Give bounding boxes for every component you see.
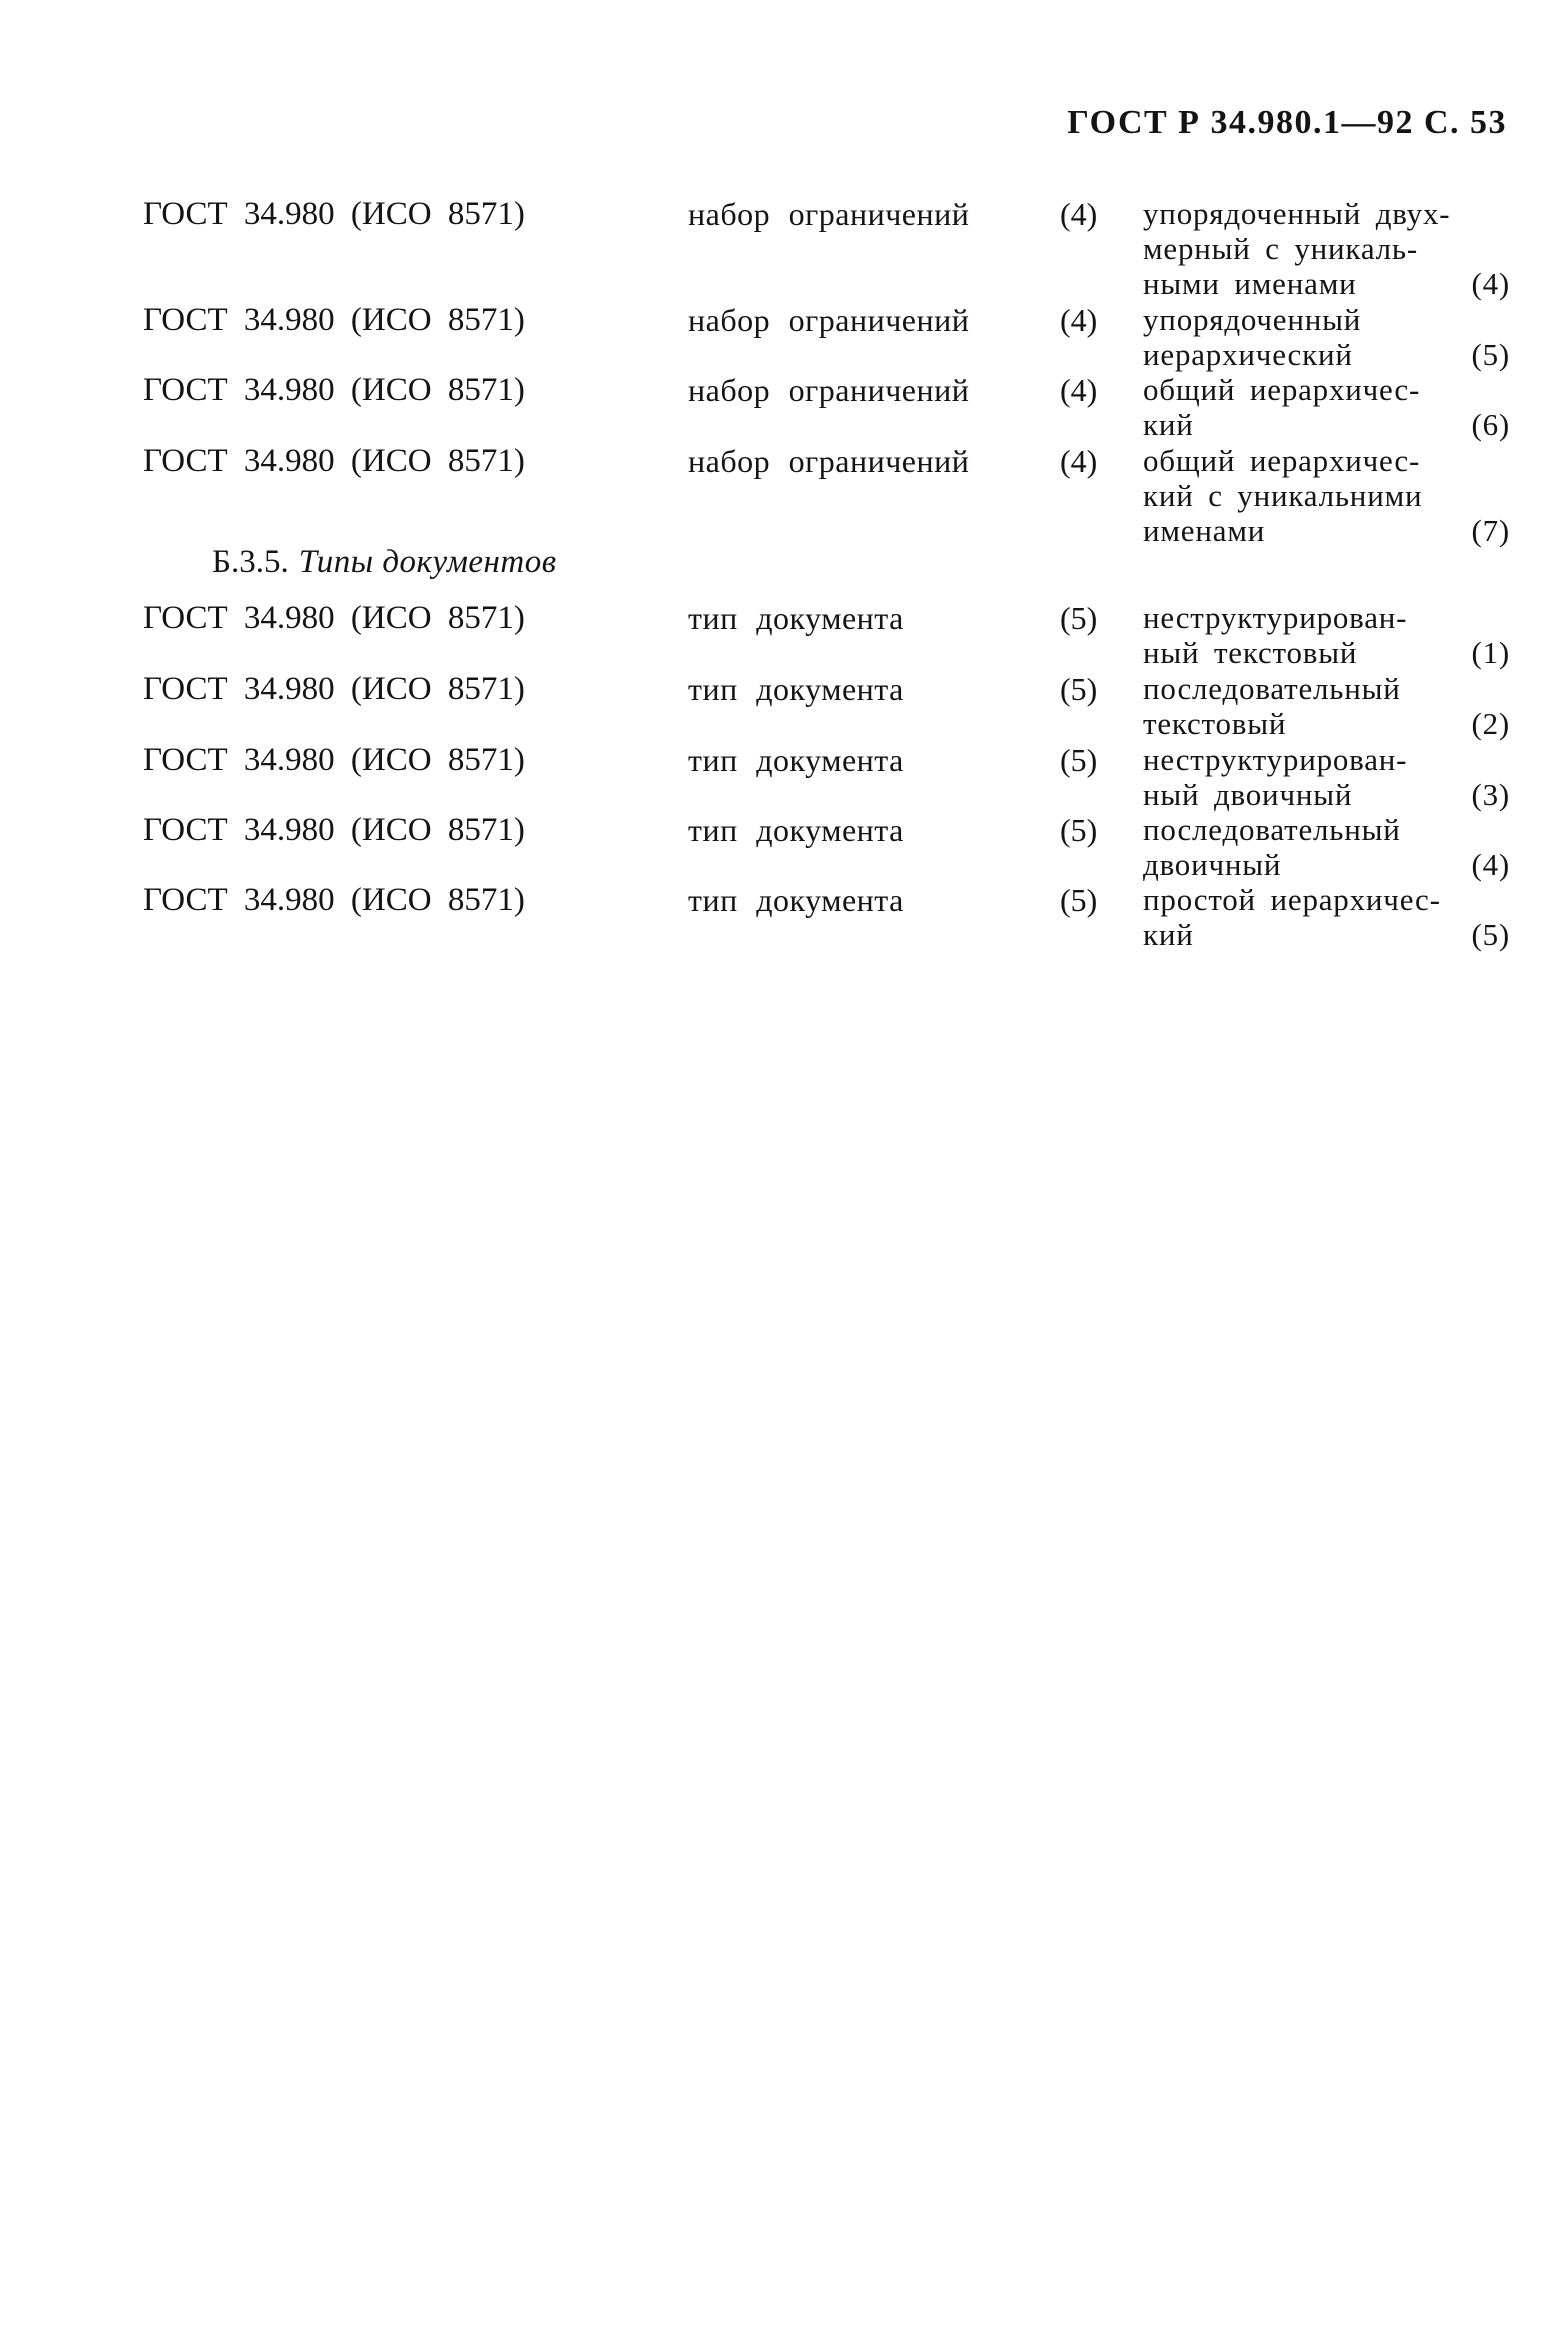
value-code: (5) [1471, 337, 1510, 372]
term-value [1143, 372, 1510, 442]
term-code: (4) [1060, 302, 1098, 338]
value-line [1143, 337, 1510, 372]
value-line [1143, 600, 1510, 635]
value-text: кий с уникальними [1143, 478, 1423, 513]
value-line [1143, 443, 1510, 478]
standard-reference: ГОСТ 34.980 (ИСО 8571) [143, 671, 525, 707]
value-line [1143, 478, 1510, 513]
value-line [1143, 407, 1510, 442]
value-text: упорядоченный [1143, 302, 1362, 337]
value-line [1143, 372, 1510, 407]
value-text: простой иерархичес- [1143, 882, 1441, 917]
term-code: (4) [1060, 443, 1098, 479]
value-text: неструктурирован- [1143, 742, 1408, 777]
term-code: (5) [1060, 671, 1098, 707]
value-text: общий иерархичес- [1143, 443, 1421, 478]
value-line [1143, 882, 1510, 917]
term-value [1143, 742, 1510, 812]
value-code: (6) [1471, 407, 1510, 442]
value-text: последовательный [1143, 671, 1401, 706]
value-text: кий [1143, 917, 1194, 952]
value-code: (7) [1471, 513, 1510, 548]
term-value [1143, 196, 1510, 301]
term-name: набор ограничений [688, 443, 970, 479]
value-line [1143, 671, 1510, 706]
term-code: (5) [1060, 742, 1098, 778]
value-text: двоичный [1143, 847, 1282, 882]
value-line [1143, 917, 1510, 952]
value-line [1143, 777, 1510, 812]
value-text: иерархический [1143, 337, 1353, 372]
standard-reference: ГОСТ 34.980 (ИСО 8571) [143, 196, 525, 232]
value-code: (2) [1471, 706, 1510, 741]
value-text: ный текстовый [1143, 635, 1358, 670]
value-text: последовательный [1143, 812, 1401, 847]
standard-reference: ГОСТ 34.980 (ИСО 8571) [143, 372, 525, 408]
value-text: кий [1143, 407, 1194, 442]
value-line [1143, 742, 1510, 777]
term-value [1143, 882, 1510, 952]
standard-reference: ГОСТ 34.980 (ИСО 8571) [143, 443, 525, 479]
value-line [1143, 513, 1510, 548]
term-code: (5) [1060, 812, 1098, 848]
standard-reference: ГОСТ 34.980 (ИСО 8571) [143, 600, 525, 636]
value-line [1143, 847, 1510, 882]
value-text: мерный с уникаль- [1143, 231, 1418, 266]
term-value [1143, 302, 1510, 372]
standard-reference: ГОСТ 34.980 (ИСО 8571) [143, 882, 525, 918]
standard-reference: ГОСТ 34.980 (ИСО 8571) [143, 812, 525, 848]
standard-reference: ГОСТ 34.980 (ИСО 8571) [143, 302, 525, 338]
value-code: (4) [1471, 847, 1510, 882]
section-number: Б.3.5. [212, 544, 289, 580]
value-text: ными именами [1143, 266, 1357, 301]
term-name: тип документа [688, 671, 904, 707]
value-text: ный двоичный [1143, 777, 1353, 812]
value-line [1143, 196, 1510, 231]
term-value [1143, 812, 1510, 882]
term-value [1143, 671, 1510, 741]
section-heading [212, 544, 557, 581]
value-line [1143, 266, 1510, 301]
value-code: (3) [1471, 777, 1510, 812]
value-text: текстовый [1143, 706, 1287, 741]
term-code: (5) [1060, 882, 1098, 918]
value-code: (5) [1471, 917, 1510, 952]
term-code: (5) [1060, 600, 1098, 636]
term-code: (4) [1060, 196, 1098, 232]
term-name: тип документа [688, 812, 904, 848]
value-line [1143, 302, 1510, 337]
value-line [1143, 812, 1510, 847]
page-header: ГОСТ Р 34.980.1—92 С. 53 [1067, 104, 1507, 141]
term-value [1143, 600, 1510, 670]
value-text: именами [1143, 513, 1266, 548]
term-value [1143, 443, 1510, 548]
value-text: неструктурирован- [1143, 600, 1408, 635]
term-name: тип документа [688, 600, 904, 636]
term-code: (4) [1060, 372, 1098, 408]
value-text: общий иерархичес- [1143, 372, 1421, 407]
value-line [1143, 706, 1510, 741]
term-name: набор ограничений [688, 372, 970, 408]
value-code: (4) [1471, 266, 1510, 301]
term-name: набор ограничений [688, 196, 970, 232]
term-name: тип документа [688, 882, 904, 918]
value-text: упорядоченный двух- [1143, 196, 1451, 231]
term-name: набор ограничений [688, 302, 970, 338]
standard-reference: ГОСТ 34.980 (ИСО 8571) [143, 742, 525, 778]
value-line [1143, 231, 1510, 266]
value-code: (1) [1471, 635, 1510, 670]
term-name: тип документа [688, 742, 904, 778]
value-line [1143, 635, 1510, 670]
section-title: Типы документов [298, 544, 557, 580]
